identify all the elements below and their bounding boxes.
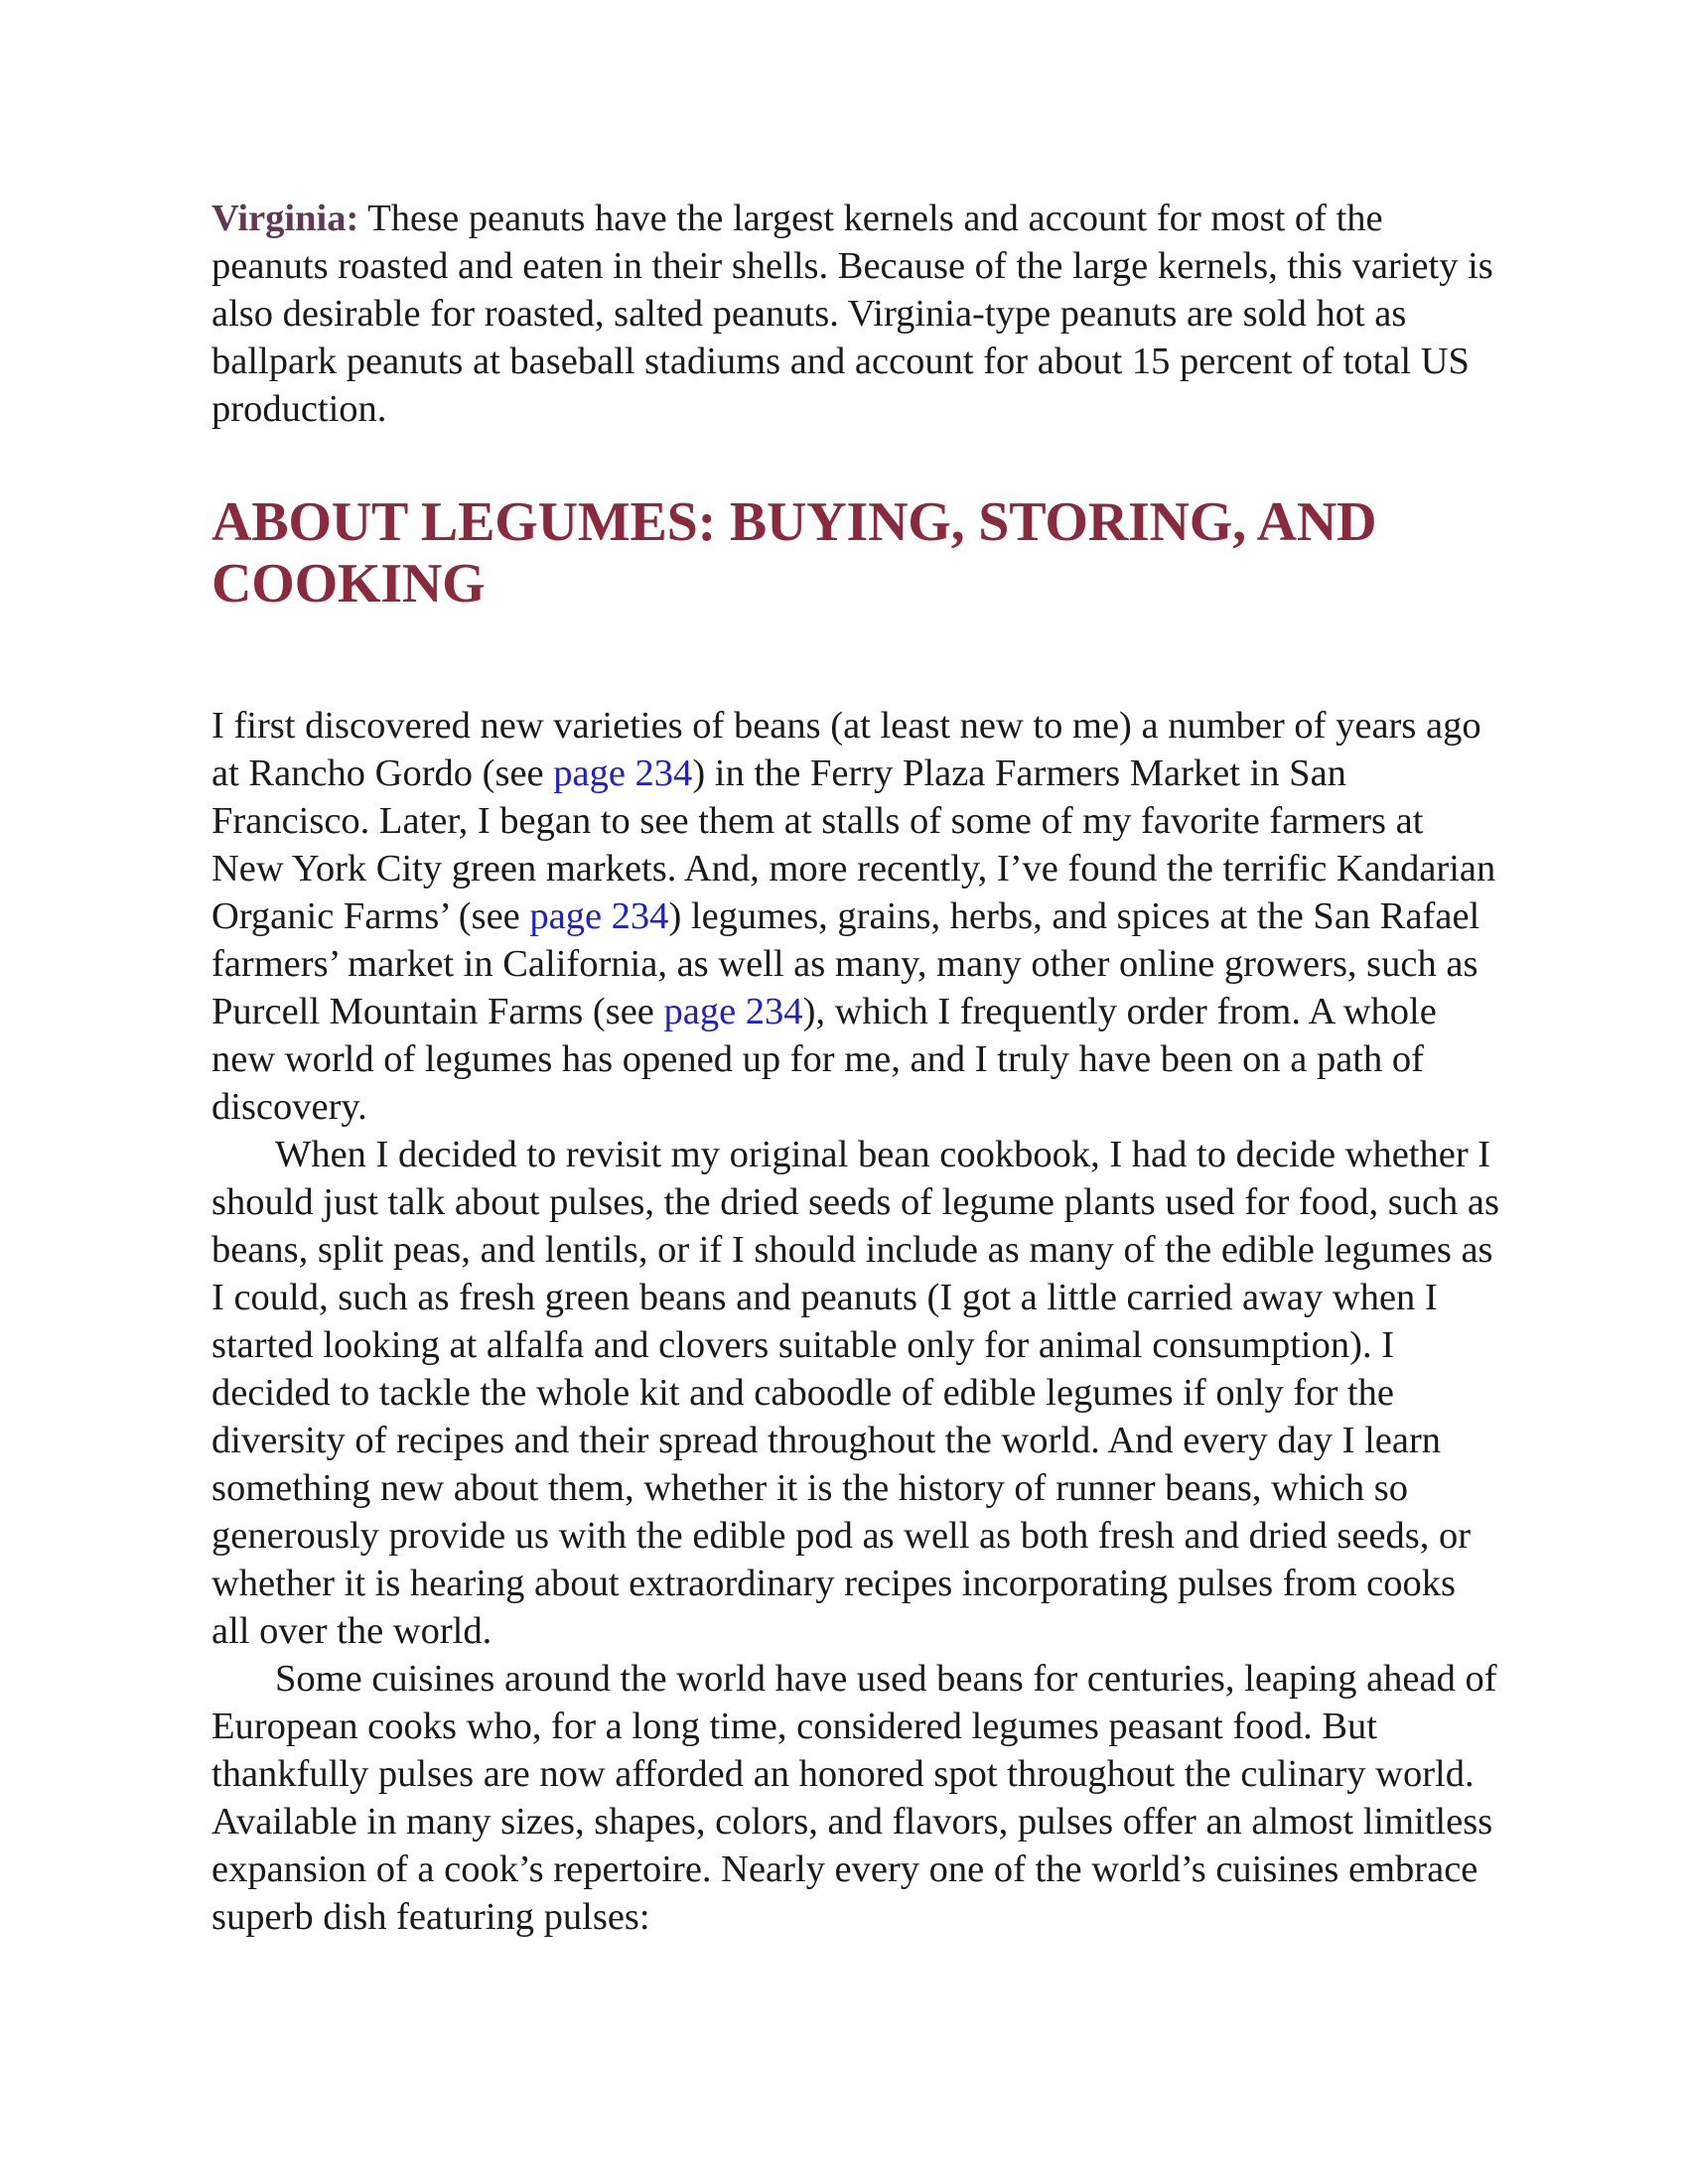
- term-virginia: Virginia:: [211, 198, 359, 239]
- paragraph-1-text-2: ) in the Ferry Plaza Farmers Market in San Francisco. Later, I began to see them at stalls of some of my favorite farmers at New York City green markets. And, more recently, I’ve found the terrific Kandarian Organic Farms’ (see: [211, 752, 1496, 937]
- paragraph-1-text-3: ) legumes, grains, herbs, and spices at the San Rafael farmers’ market in California, as well as many, many other online growers, such as Purcell Mountain Farms (see: [211, 895, 1480, 1032]
- page-link-3[interactable]: page 234: [663, 991, 803, 1032]
- page-link-1[interactable]: page 234: [553, 752, 693, 794]
- paragraph-2: When I decided to revisit my original bean cookbook, I had to decide whether I should just talk about pulses, the dried seeds of legume plants used for food, such as beans, split peas, and lentils, or if I should include as many of the edible legumes as I could, such as fresh green beans and peanuts (I got a little carried away when I started looking at alfalfa and clovers suitable only for animal consumption). I decided to tackle the whole kit and caboodle of edible legumes if only for the diversity of recipes and their spread throughout the world. And every day I learn something new about them, whether it is the history of runner beans, which so generously provide us with the edible pod as well as both fresh and dried seeds, or whether it is hearing about extraordinary recipes incorporating pulses from cooks all over the world.: [211, 1134, 1500, 1652]
- section-heading: ABOUT LEGUMES: BUYING, STORING, AND COOKING: [211, 491, 1377, 614]
- paragraph-1-text-1: I first discovered new varieties of beans (at least new to me) a number of years ago at Rancho Gordo (see: [211, 705, 1481, 794]
- intro-paragraph: [211, 195, 1502, 433]
- intro-text: These peanuts have the largest kernels and account for most of the peanuts roasted and eaten in their shells. Because of the large kernels, this variety is also desirable for roasted, salted peanuts. Virginia-type peanuts are sold hot as ballpark peanuts at baseball stadiums and account for about 15 percent of total US production.: [211, 198, 1493, 430]
- page-link-2[interactable]: page 234: [529, 895, 669, 937]
- paragraph-1: [211, 702, 1502, 1131]
- paragraph-1-text-4: ), which I frequently order from. A whole new world of legumes has opened up for me, and I truly have been on a path of discovery.: [211, 991, 1437, 1128]
- page-content: [211, 195, 1502, 1941]
- paragraph-3: Some cuisines around the world have used beans for centuries, leaping ahead of European cooks who, for a long time, considered legumes peasant food. But thankfully pulses are now afforded an honored spot throughout the culinary world. Available in many sizes, shapes, colors, and flavors, pulses offer an almost limitless expansion of a cook’s repertoire. Nearly every one of the world’s cuisines embrace superb dish featuring pulses:: [211, 1658, 1497, 1938]
